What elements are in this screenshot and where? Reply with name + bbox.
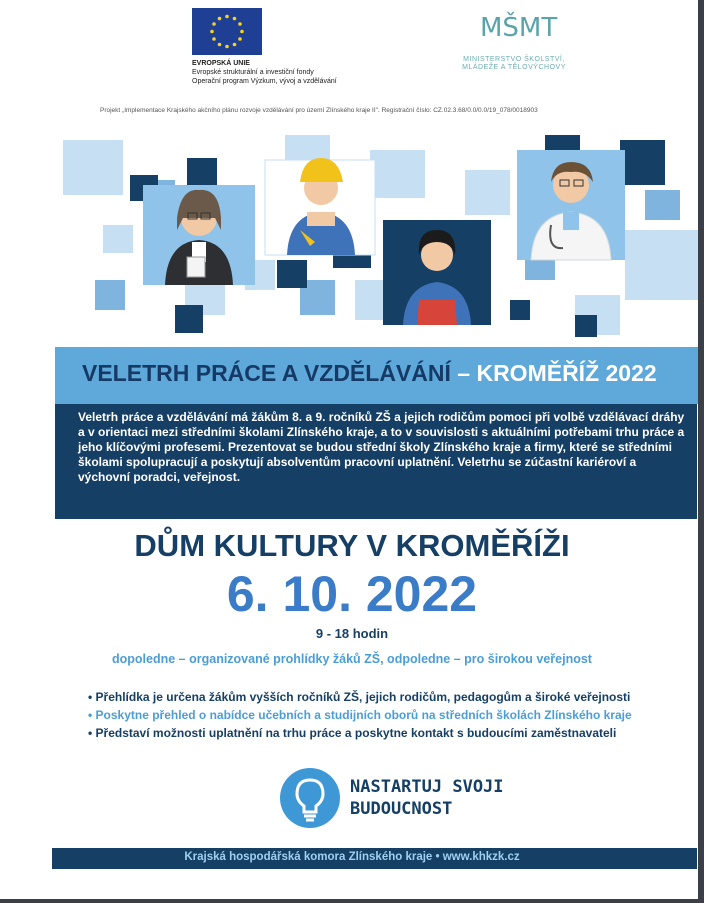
- scan-edge-right: [698, 0, 704, 903]
- bullet-item: • Přehlídka je určena žákům vyšších ročníků ZŠ, jejich rodičům, pedagogům a široké veřejnosti: [88, 690, 631, 704]
- msmt-caption: [440, 56, 588, 72]
- event-hours: 9 - 18 hodin: [315, 626, 389, 641]
- slogan: [350, 776, 530, 820]
- slogan-line2: BUDOUCNOST: [350, 799, 453, 819]
- eu-star: [225, 15, 229, 19]
- msmt-logo-text: MŠMT: [480, 13, 558, 43]
- eu-star: [218, 43, 222, 47]
- msmt-line2: MLÁDEŽE A TĚLOVÝCHOVY: [462, 64, 566, 71]
- eu-star: [212, 22, 216, 26]
- eu-star: [233, 17, 237, 21]
- eu-line2: Operační program Výzkum, vývoj a vzdělávání: [192, 78, 337, 85]
- event-date: 6. 10. 2022: [226, 566, 478, 622]
- eu-line1: Evropské strukturální a investiční fondy: [192, 69, 314, 76]
- eu-star: [210, 30, 214, 34]
- eu-star: [238, 37, 242, 41]
- eu-star: [212, 37, 216, 41]
- bullet-list: [88, 688, 688, 742]
- eu-star: [240, 30, 244, 34]
- eu-star: [238, 22, 242, 26]
- slogan-line1: NASTARTUJ SVOJI: [350, 777, 504, 797]
- event-title-accent: – KROMĚŘÍŽ 2022: [450, 360, 657, 386]
- bullet-item: • Poskytne přehled o nabídce učebních a studijních oborů na středních školách Zlínského kraje: [88, 708, 632, 722]
- msmt-logo: [478, 8, 558, 54]
- event-title-main: VELETRH PRÁCE A VZDĚLÁVÁNÍ: [82, 360, 451, 386]
- eu-caption: [192, 59, 337, 86]
- eu-star: [225, 45, 229, 49]
- eu-flag-logo: [192, 8, 262, 55]
- event-description: Veletrh práce a vzdělávání má žákům 8. a 9. ročníků ZŠ a jejich rodičům pomoci při volbě vzdělávací dráhy a v orientaci mezi středními školami Zlínského kraje, a to v souvislosti s aktuálními potřebami trhu práce a jeho klíčovými profesemi. Prezentovat se budou střední školy Zlínského kraje a firmy, které se středními školami spolupracují a poskytují absolventům pracovní uplatnění. Veletrhu se zúčastní kariéroví a výchovní poradci, veřejnost.: [78, 410, 685, 484]
- project-info: Projekt „Implementace Krajského akčního plánu rozvoje vzdělávání pro území Zlínského kraje II". Registrační číslo: CZ.02.3.68/0.0/0.0/19_078/0018903: [100, 107, 538, 114]
- lightbulb-icon: [280, 768, 340, 828]
- bullet-item: • Představí možnosti uplatnění na trhu práce a poskytne kontakt s budoucími zaměstnavateli: [88, 726, 617, 740]
- msmt-line1: MINISTERSTVO ŠKOLSTVÍ,: [463, 56, 565, 63]
- scan-edge-bottom: [0, 899, 704, 903]
- eu-title: EVROPSKÁ UNIE: [192, 60, 250, 67]
- people-illustration: [55, 130, 705, 345]
- eu-star: [218, 17, 222, 21]
- event-schedule: dopoledne – organizované prohlídky žáků ZŠ, odpoledne – pro širokou veřejnost: [112, 652, 592, 666]
- event-title: [82, 360, 657, 387]
- footer-text: Krajská hospodářská komora Zlínského kraje • www.khkzk.cz: [184, 851, 520, 863]
- eu-star: [233, 43, 237, 47]
- venue: DŮM KULTURY V KROMĚŘÍŽI: [134, 528, 570, 563]
